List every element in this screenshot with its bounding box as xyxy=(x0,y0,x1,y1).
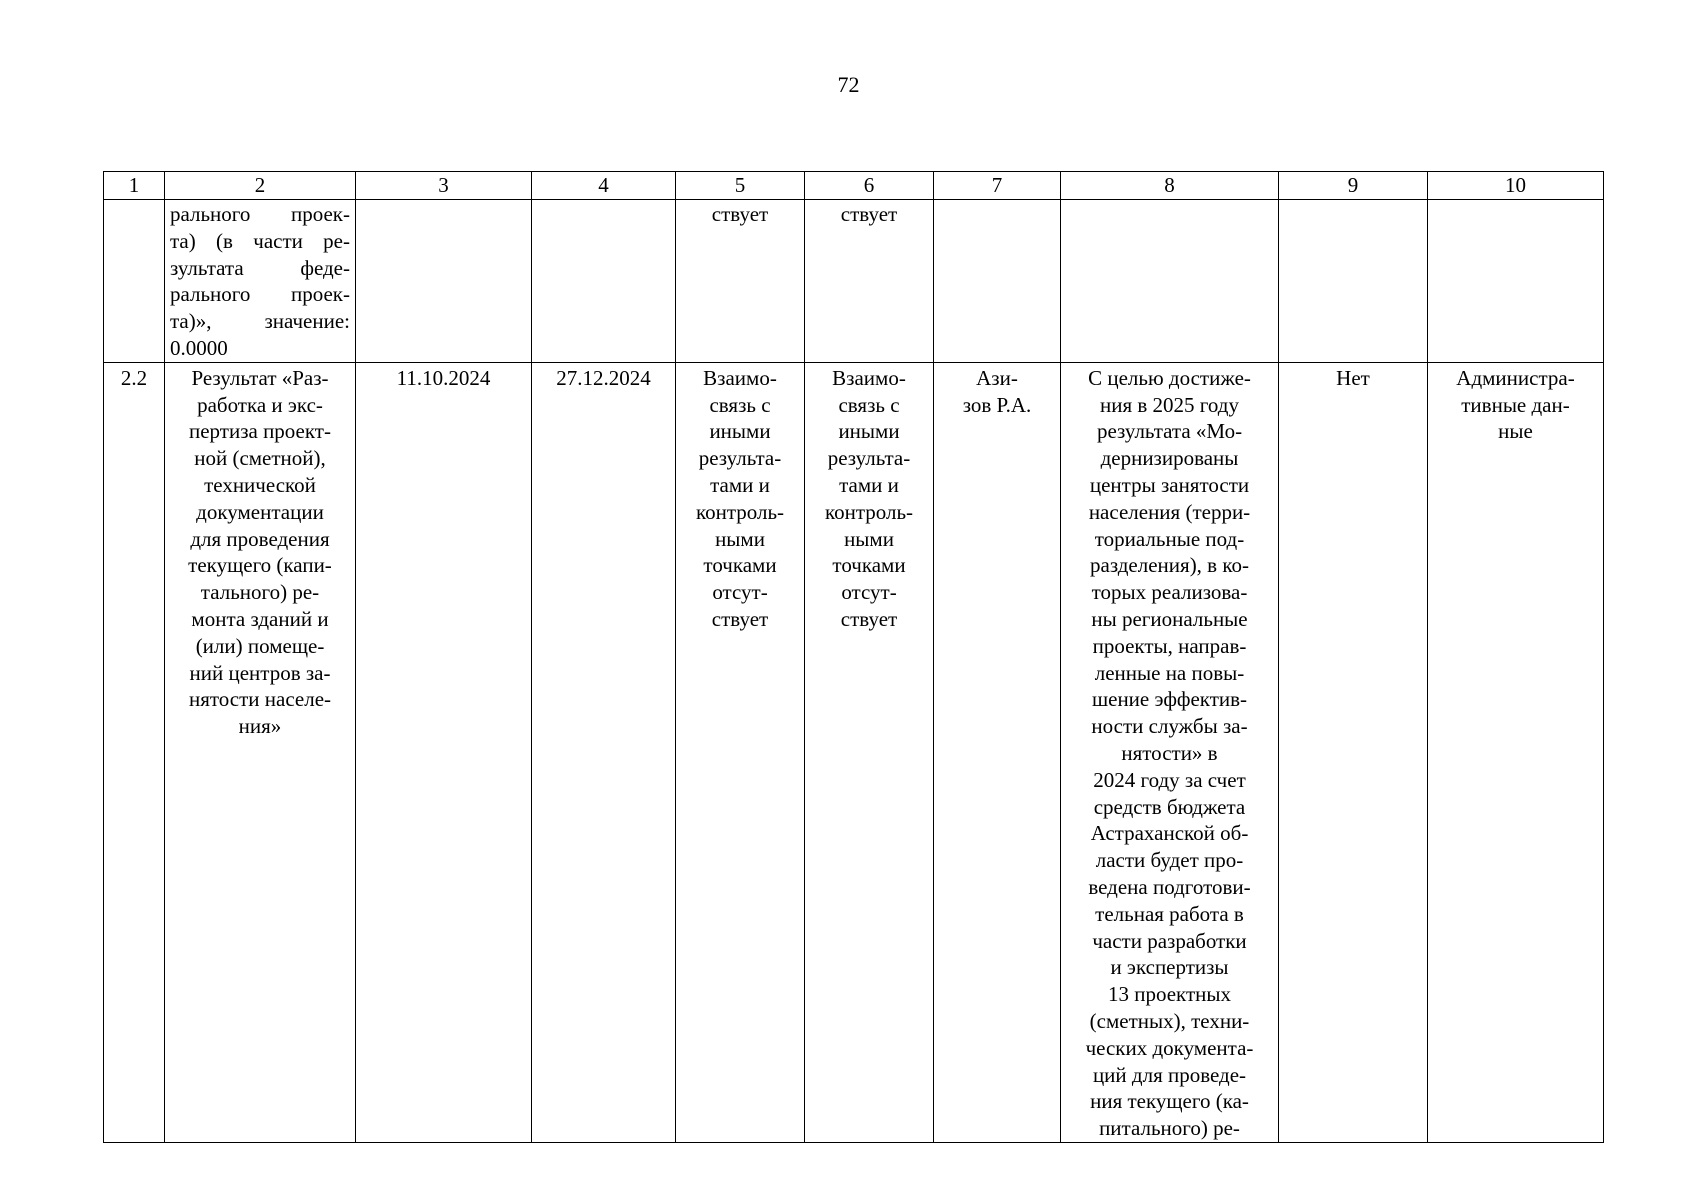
start-date-cell: 11.10.2024 xyxy=(356,362,532,1142)
table-row-continued xyxy=(104,200,1604,363)
col-header-6: 6 xyxy=(805,172,934,200)
relation-cell-6: Взаимо- связь с иными результа- тами и контроль- ными точками отсут- ствует xyxy=(805,362,934,1142)
document-table xyxy=(103,171,1604,1143)
page-number: 72 xyxy=(837,72,860,97)
cont-cell-9 xyxy=(1279,200,1428,363)
cont-cell-7 xyxy=(934,200,1061,363)
col-header-4: 4 xyxy=(532,172,676,200)
flag-cell: Нет xyxy=(1279,362,1428,1142)
cont-cell-5: ствует xyxy=(676,200,805,363)
col-header-1: 1 xyxy=(104,172,165,200)
col-header-2: 2 xyxy=(165,172,356,200)
col-header-9: 9 xyxy=(1279,172,1428,200)
responsible-cell: Ази- зов Р.А. xyxy=(934,362,1061,1142)
col-header-7: 7 xyxy=(934,172,1061,200)
relation-cell-5: Взаимо- связь с иными результа- тами и контроль- ными точками отсут- ствует xyxy=(676,362,805,1142)
cont-cell-10 xyxy=(1428,200,1604,363)
col-header-3: 3 xyxy=(356,172,532,200)
col-header-10: 10 xyxy=(1428,172,1604,200)
cont-cell-description: рального проек- та) (в части ре- зультата феде- рального проек- та)», значение: 0.0000 xyxy=(165,200,356,363)
table-row-2-2 xyxy=(104,362,1604,1142)
col-header-5: 5 xyxy=(676,172,805,200)
cont-cell-num xyxy=(104,200,165,363)
description-cell: С целью достиже- ния в 2025 году результата «Мо- дернизированы центры занятости населения (терри- ториальные под- разделения), в ко- торых реализова- ны региональные проекты, направ- ленные на повы- шение эффектив- ности службы за- нятости» в 2024 году за счет средств бюджета Астраханской об- ласти будет про- ведена подготови- тельная работа в части разработки и экспертизы 13 проектных (сметных), техни- ческих документа- ций для проведе- ния текущего (ка- питального) ре- xyxy=(1061,362,1279,1142)
end-date-cell: 27.12.2024 xyxy=(532,362,676,1142)
result-name-cell: Результат «Раз- работка и экс- пертиза проект- ной (сметной), технической документации для проведения текущего (капи- тального) ре- монта зданий и (или) помеще- ний центров за- нятости населе- ния» xyxy=(165,362,356,1142)
cont-cell-3 xyxy=(356,200,532,363)
cont-cell-8 xyxy=(1061,200,1279,363)
row-number: 2.2 xyxy=(104,362,165,1142)
cont-cell-6: ствует xyxy=(805,200,934,363)
column-number-row xyxy=(104,172,1604,200)
col-header-8: 8 xyxy=(1061,172,1279,200)
cont-cell-4 xyxy=(532,200,676,363)
source-cell: Администра- тивные дан- ные xyxy=(1428,362,1604,1142)
